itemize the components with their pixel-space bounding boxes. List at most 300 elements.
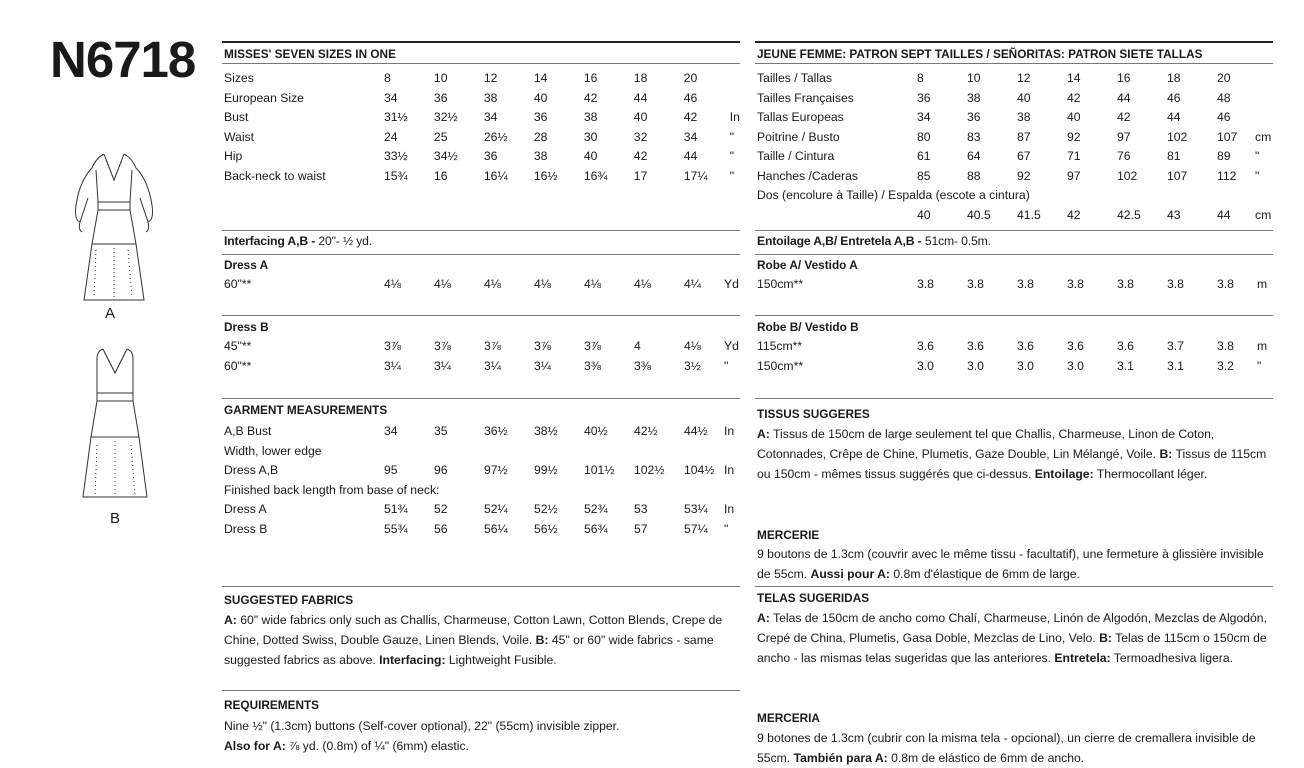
table-cell: 92 bbox=[1017, 168, 1031, 183]
english-dress-b-table bbox=[224, 337, 740, 376]
table-cell: 46 bbox=[683, 90, 698, 105]
table-cell: 3.7 bbox=[1167, 339, 1184, 353]
table-cell: 87 bbox=[1017, 129, 1031, 144]
table-cell: 64 bbox=[967, 149, 981, 163]
table-cell: 3.1 bbox=[1117, 358, 1134, 373]
english-garment-row bbox=[224, 520, 740, 540]
table-cell: 16¾ bbox=[583, 168, 608, 183]
table-cell: 51¾ bbox=[384, 502, 408, 516]
table-cell: 44 bbox=[1117, 90, 1131, 105]
english-interfacing-label: Interfacing A,B - bbox=[224, 234, 316, 248]
table-cell: 31½ bbox=[383, 110, 408, 124]
text-span: 9 boutons de 1.3cm (couvrir avec le même tissu - facultatif), une fermeture à glissière invisible de 55cm. bbox=[757, 547, 1264, 581]
table-cell: 52 bbox=[434, 502, 448, 516]
table-cell: Hip bbox=[224, 149, 243, 163]
table-cell: 3.8 bbox=[1117, 277, 1134, 291]
table-cell: 150cm** bbox=[757, 358, 804, 373]
table-cell bbox=[730, 69, 740, 89]
table-cell: 44 bbox=[1217, 207, 1231, 222]
english-heading: MISSES' SEVEN SIZES IN ONE bbox=[224, 47, 396, 61]
table-cell: 42 bbox=[633, 149, 648, 163]
table-cell: 52¾ bbox=[584, 502, 608, 516]
table-cell: 3⅞ bbox=[484, 339, 501, 353]
table-cell: 42 bbox=[1067, 90, 1081, 105]
table-cell: 14 bbox=[533, 71, 548, 85]
table-cell: Sizes bbox=[224, 71, 254, 85]
bold-label: B: bbox=[1099, 631, 1112, 645]
bold-label: Aussi pour A: bbox=[810, 567, 890, 581]
english-garment-rule bbox=[222, 398, 740, 399]
table-cell: 44 bbox=[633, 90, 648, 105]
table-cell: 32 bbox=[633, 129, 648, 144]
english-fabrics-text bbox=[224, 610, 738, 670]
english-dress-a-label: Dress A bbox=[224, 258, 269, 272]
english-dress-b-row bbox=[224, 337, 740, 357]
table-cell: " bbox=[724, 358, 729, 373]
table-cell: 55¾ bbox=[384, 521, 408, 536]
table-cell: 40 bbox=[633, 110, 648, 124]
table-cell: 42 bbox=[683, 110, 698, 124]
table-cell: 3.8 bbox=[1067, 277, 1084, 291]
table-cell: 89 bbox=[1217, 149, 1231, 163]
bold-label: También para A: bbox=[793, 751, 888, 765]
table-cell: 3.6 bbox=[917, 339, 934, 353]
table-cell: 97 bbox=[1067, 168, 1081, 183]
table-cell: Tailles Françaises bbox=[757, 90, 854, 105]
table-cell: 48 bbox=[1217, 90, 1231, 105]
table-cell: 18 bbox=[633, 71, 648, 85]
table-cell: 12 bbox=[1017, 71, 1031, 85]
text-span: Thermocollant léger. bbox=[1093, 467, 1208, 481]
table-cell: 52½ bbox=[534, 502, 558, 516]
table-cell: 99½ bbox=[534, 463, 558, 477]
view-a-label: A bbox=[104, 305, 115, 322]
table-cell: 3.6 bbox=[1117, 339, 1134, 353]
table-cell bbox=[1255, 89, 1273, 109]
table-cell: cm bbox=[1255, 207, 1272, 222]
table-cell: 34 bbox=[383, 90, 398, 105]
french-size-row bbox=[757, 147, 1273, 167]
english-interfacing-rule bbox=[222, 230, 740, 231]
table-cell: 3⅜ bbox=[634, 358, 651, 373]
table-cell: 44½ bbox=[684, 424, 708, 438]
table-cell: 150cm** bbox=[757, 277, 804, 291]
table-cell: " bbox=[1257, 358, 1262, 373]
table-cell: 53 bbox=[634, 502, 648, 516]
table-cell: Tailles / Tallas bbox=[757, 71, 832, 85]
table-cell: 41.5 bbox=[1017, 207, 1041, 222]
table-cell: 96 bbox=[434, 463, 448, 477]
english-dress-b-rule bbox=[222, 315, 740, 316]
spanish-merceria-heading: MERCERIA bbox=[757, 711, 820, 725]
table-cell: 40 bbox=[1067, 110, 1081, 124]
french-dress-b-row bbox=[757, 337, 1273, 357]
english-garment-row bbox=[224, 422, 740, 442]
text-span: Tissus de 115cm ou 150cm - mêmes tissus suggérés que ci-dessus. bbox=[757, 447, 1267, 481]
table-cell: Yd bbox=[724, 339, 739, 353]
table-cell: 102 bbox=[1167, 129, 1188, 144]
table-cell: 38 bbox=[583, 110, 598, 124]
table-cell: In bbox=[724, 463, 735, 477]
table-cell: m bbox=[1257, 277, 1268, 291]
table-cell: 3½ bbox=[684, 358, 701, 373]
table-cell: 88 bbox=[967, 168, 981, 183]
dress-b-illustration bbox=[75, 345, 155, 505]
table-cell: 3.8 bbox=[1217, 277, 1234, 291]
table-cell: 71 bbox=[1067, 149, 1081, 163]
spanish-merceria-text bbox=[757, 728, 1271, 768]
table-cell: 12 bbox=[483, 71, 498, 85]
table-cell: Taille / Cintura bbox=[757, 149, 835, 163]
text-span: 45" or 60" wide fabrics - same suggested fabrics as above. bbox=[224, 633, 714, 667]
table-cell: 34 bbox=[917, 110, 931, 124]
table-cell: 60"** bbox=[224, 277, 252, 291]
table-cell: 40.5 bbox=[967, 207, 991, 222]
table-cell bbox=[757, 206, 917, 226]
table-cell: 56¼ bbox=[484, 521, 508, 536]
table-cell: 3.8 bbox=[1167, 277, 1184, 291]
table-cell: 24 bbox=[383, 129, 398, 144]
table-cell: In bbox=[729, 110, 740, 124]
table-cell: 36 bbox=[917, 90, 931, 105]
table-cell: 3.0 bbox=[1017, 358, 1034, 373]
english-size-row bbox=[224, 108, 740, 128]
french-dress-b-row bbox=[757, 357, 1273, 377]
table-cell: 104½ bbox=[684, 463, 715, 477]
table-cell: 3.6 bbox=[967, 339, 984, 353]
table-cell: 67 bbox=[1017, 149, 1031, 163]
bold-label: Interfacing: bbox=[379, 653, 446, 667]
english-interfacing bbox=[224, 234, 372, 248]
view-b-label: B bbox=[109, 510, 120, 527]
table-cell: 40 bbox=[917, 207, 931, 222]
table-cell: cm bbox=[1255, 129, 1272, 144]
french-tissus-rule bbox=[755, 398, 1273, 399]
table-cell: 3¼ bbox=[434, 358, 451, 373]
table-cell: 40 bbox=[583, 149, 598, 163]
french-dress-a-rule bbox=[755, 254, 1273, 255]
table-cell: 56¾ bbox=[584, 521, 608, 536]
table-cell: 4⅛ bbox=[534, 277, 551, 291]
table-cell: 60"** bbox=[224, 358, 252, 373]
english-dress-a-rule bbox=[222, 254, 740, 255]
table-cell: 3⅞ bbox=[584, 339, 601, 353]
table-cell: 34½ bbox=[433, 149, 458, 163]
table-cell: Dress A bbox=[224, 502, 267, 516]
french-size-row bbox=[757, 128, 1273, 148]
table-cell: 34 bbox=[483, 110, 498, 124]
table-cell: 3.6 bbox=[1017, 339, 1034, 353]
table-cell: 4⅛ bbox=[584, 277, 601, 291]
spanish-telas-text bbox=[757, 608, 1271, 668]
table-cell: 92 bbox=[1067, 129, 1081, 144]
table-cell: 115cm** bbox=[757, 339, 803, 353]
table-cell: 4⅛ bbox=[434, 277, 451, 291]
table-cell bbox=[730, 89, 740, 109]
table-cell: 85 bbox=[917, 168, 931, 183]
table-cell: 101½ bbox=[584, 463, 615, 477]
table-cell: 38 bbox=[967, 90, 981, 105]
table-cell: 43 bbox=[1167, 207, 1181, 222]
bold-label: A: bbox=[757, 427, 770, 441]
table-cell: 3.8 bbox=[1217, 339, 1234, 353]
table-cell: 3.1 bbox=[1167, 358, 1184, 373]
table-cell: Back-neck to waist bbox=[224, 168, 326, 183]
english-garment-row bbox=[224, 442, 740, 462]
table-cell: 32½ bbox=[433, 110, 458, 124]
table-cell: Hanches /Caderas bbox=[757, 168, 858, 183]
english-fabrics-rule bbox=[222, 586, 740, 587]
table-cell: 52¼ bbox=[484, 502, 508, 516]
french-dress-a-label: Robe A/ Vestido A bbox=[757, 258, 858, 272]
spanish-telas-rule bbox=[755, 586, 1273, 587]
text-span: 0.8m de elástico de 6mm de ancho. bbox=[887, 751, 1085, 765]
text-span: Tissus de 150cm de large seulement tel que Challis, Charmeuse, Linon de Coton, Cotonnades, Crêpe de Chine, Plumetis, Gaze Double, Lin Mélangé, Voile. bbox=[757, 427, 1215, 461]
french-interfacing bbox=[757, 234, 991, 248]
table-cell: 10 bbox=[433, 71, 448, 85]
table-cell: 56½ bbox=[534, 521, 558, 536]
french-back-row bbox=[757, 206, 1273, 226]
table-cell: 20 bbox=[683, 71, 698, 85]
english-garment-row bbox=[224, 481, 740, 501]
table-cell: 42½ bbox=[634, 424, 658, 438]
table-cell: 3.2 bbox=[1217, 358, 1234, 373]
table-cell: 76 bbox=[1117, 149, 1131, 163]
table-cell: 46 bbox=[1217, 110, 1231, 124]
table-cell: " bbox=[729, 149, 735, 163]
french-interfacing-rule bbox=[755, 230, 1273, 231]
table-cell: 4 bbox=[634, 339, 641, 353]
english-req-heading: REQUIREMENTS bbox=[224, 698, 320, 712]
french-dress-b-rule bbox=[755, 315, 1273, 316]
table-cell: 16 bbox=[583, 71, 598, 85]
english-dress-b-label: Dress B bbox=[224, 320, 269, 334]
table-cell: 36 bbox=[433, 90, 448, 105]
table-cell: 34 bbox=[683, 129, 698, 144]
table-cell: 107 bbox=[1217, 129, 1238, 144]
text-span: Termoadhesiva ligera. bbox=[1110, 651, 1234, 665]
table-cell: 15¾ bbox=[383, 168, 408, 183]
table-cell: 3.6 bbox=[1067, 339, 1084, 353]
table-cell: " bbox=[1255, 168, 1260, 183]
table-cell: 16 bbox=[1117, 71, 1131, 85]
table-cell: Bust bbox=[224, 110, 249, 124]
english-fabrics-heading: SUGGESTED FABRICS bbox=[224, 593, 354, 607]
table-cell: 3.8 bbox=[917, 277, 934, 291]
table-cell: 26½ bbox=[483, 129, 508, 144]
table-cell: 3⅞ bbox=[434, 339, 451, 353]
table-cell: 4⅛ bbox=[384, 277, 401, 291]
table-cell: Width, lower edge bbox=[224, 443, 322, 458]
table-cell: m bbox=[1257, 339, 1268, 353]
table-cell: 97 bbox=[1117, 129, 1131, 144]
table-cell: 42.5 bbox=[1117, 207, 1141, 222]
table-cell: 8 bbox=[917, 71, 924, 85]
table-cell: 4⅛ bbox=[684, 339, 701, 353]
table-cell: 17¼ bbox=[683, 168, 708, 183]
english-size-row bbox=[224, 167, 740, 187]
table-cell: Dress B bbox=[224, 521, 268, 536]
table-cell: 34 bbox=[384, 424, 398, 438]
table-cell: 3¼ bbox=[534, 358, 551, 373]
english-req-text bbox=[224, 716, 738, 756]
english-heading-rule bbox=[222, 63, 740, 64]
text-span: Telas de 115cm o 150cm de ancho - las mismas telas sugeridas que las anteriores. bbox=[757, 631, 1267, 665]
table-cell: Dos (encolure à Taille) / Espalda (escote a cintura) bbox=[757, 188, 1030, 202]
english-size-row bbox=[224, 128, 740, 148]
french-heading: JEUNE FEMME: PATRON SEPT TAILLES / SEÑORITAS: PATRON SIETE TALLAS bbox=[757, 47, 1203, 61]
english-dress-a-table bbox=[224, 275, 740, 295]
table-cell: 42 bbox=[1117, 110, 1131, 124]
spanish-telas-heading: TELAS SUGERIDAS bbox=[757, 591, 870, 605]
table-cell: 17 bbox=[633, 168, 648, 183]
table-cell: 107 bbox=[1167, 168, 1188, 183]
table-cell: 44 bbox=[683, 149, 698, 163]
table-cell: 95 bbox=[384, 463, 398, 477]
table-cell: 28 bbox=[533, 129, 548, 144]
table-cell: 36 bbox=[967, 110, 981, 124]
table-cell: 42 bbox=[583, 90, 598, 105]
french-size-row bbox=[757, 89, 1273, 109]
table-cell: 46 bbox=[1167, 90, 1181, 105]
english-size-row bbox=[224, 69, 740, 89]
table-cell: " bbox=[729, 168, 735, 183]
table-cell: 18 bbox=[1167, 71, 1181, 85]
table-cell: 97½ bbox=[484, 463, 508, 477]
table-cell: 20 bbox=[1217, 71, 1231, 85]
table-cell: 3⅞ bbox=[384, 339, 401, 353]
table-cell: European Size bbox=[224, 90, 304, 105]
table-cell: 38 bbox=[1017, 110, 1031, 124]
english-req-rule bbox=[222, 690, 740, 691]
table-cell: 45"** bbox=[224, 339, 252, 353]
english-garment-row bbox=[224, 461, 740, 481]
french-size-row bbox=[757, 108, 1273, 128]
table-cell: 3⅜ bbox=[584, 358, 601, 373]
table-cell: 3.0 bbox=[1067, 358, 1084, 373]
table-cell: 44 bbox=[1167, 110, 1181, 124]
table-cell: 83 bbox=[967, 129, 981, 144]
text-span: Nine ½" (1.3cm) buttons (Self-cover optional), 22" (55cm) invisible zipper. bbox=[224, 719, 620, 733]
french-interfacing-label: Entoilage A,B/ Entretela A,B - bbox=[757, 234, 922, 248]
bold-label: Entretela: bbox=[1054, 651, 1111, 665]
french-heading-rule bbox=[755, 63, 1273, 64]
table-cell: 56 bbox=[434, 521, 448, 536]
table-cell: 4⅛ bbox=[484, 277, 501, 291]
french-dress-a-table bbox=[757, 275, 1273, 295]
table-cell: 102½ bbox=[634, 463, 665, 477]
english-dress-a-row bbox=[224, 275, 740, 295]
table-cell: 36 bbox=[533, 110, 548, 124]
english-dress-b-row bbox=[224, 357, 740, 377]
table-cell: Tallas Europeas bbox=[757, 110, 844, 124]
table-cell: 4⅛ bbox=[634, 277, 651, 291]
english-garment-row bbox=[224, 500, 740, 520]
table-cell bbox=[1255, 108, 1273, 128]
table-cell: 3⅞ bbox=[534, 339, 551, 353]
table-cell: 81 bbox=[1167, 149, 1181, 163]
text-span: Lightweight Fusible. bbox=[445, 653, 557, 667]
french-sizes-table bbox=[757, 69, 1273, 225]
french-tissus-heading: TISSUS SUGGERES bbox=[757, 407, 870, 421]
dress-a-illustration bbox=[66, 150, 162, 310]
french-top-rule bbox=[755, 41, 1273, 43]
french-size-row bbox=[757, 167, 1273, 187]
table-cell: 38½ bbox=[534, 424, 558, 438]
english-size-row bbox=[224, 89, 740, 109]
english-garment-heading: GARMENT MEASUREMENTS bbox=[224, 403, 388, 417]
text-span: 9 botones de 1.3cm (cubrir con la misma tela - opcional), un cierre de cremallera invisible de 55cm. bbox=[757, 731, 1256, 765]
french-size-row bbox=[757, 69, 1273, 89]
table-cell bbox=[1255, 69, 1273, 89]
english-interfacing-value: 20"- ½ yd. bbox=[315, 234, 372, 248]
table-cell: 16½ bbox=[533, 168, 558, 183]
english-sizes-table bbox=[224, 69, 740, 186]
table-cell: Poitrine / Busto bbox=[757, 129, 840, 144]
table-cell: 25 bbox=[433, 129, 448, 144]
french-mercerie-heading: MERCERIE bbox=[757, 528, 820, 542]
table-cell: Waist bbox=[224, 129, 255, 144]
table-cell: " bbox=[729, 129, 735, 144]
bold-label: Entoilage: bbox=[1034, 467, 1094, 481]
text-span: ⅞ yd. (0.8m) of ¼" (6mm) elastic. bbox=[285, 739, 469, 753]
table-cell: 112 bbox=[1217, 168, 1237, 183]
english-size-row bbox=[224, 147, 740, 167]
table-cell: 30 bbox=[583, 129, 598, 144]
french-dress-a-row bbox=[757, 275, 1273, 295]
table-cell: 3¼ bbox=[484, 358, 501, 373]
bold-label: B: bbox=[535, 633, 549, 647]
table-cell: 35 bbox=[434, 424, 448, 438]
table-cell: A,B Bust bbox=[224, 424, 272, 438]
table-cell: 80 bbox=[917, 129, 931, 144]
french-dress-b-table bbox=[757, 337, 1273, 376]
table-cell: 10 bbox=[967, 71, 981, 85]
table-cell: 53¼ bbox=[684, 502, 708, 516]
table-cell: 3.8 bbox=[1017, 277, 1034, 291]
table-cell: 8 bbox=[383, 71, 391, 85]
pattern-number: N6718 bbox=[50, 31, 196, 88]
table-cell: 57¼ bbox=[684, 521, 708, 536]
french-tissus-text bbox=[757, 424, 1271, 484]
table-cell: 40½ bbox=[584, 424, 608, 438]
table-cell: Yd bbox=[724, 277, 739, 291]
table-cell: 14 bbox=[1067, 71, 1081, 85]
table-cell: " bbox=[724, 521, 729, 536]
bold-label: A: bbox=[757, 611, 770, 625]
bold-label: Also for A: bbox=[224, 739, 286, 753]
table-cell: 61 bbox=[917, 149, 931, 163]
table-cell: 16¼ bbox=[483, 168, 508, 183]
table-cell: Finished back length from base of neck: bbox=[224, 482, 440, 497]
table-cell: 3¼ bbox=[384, 358, 401, 373]
table-cell: 3.0 bbox=[967, 358, 984, 373]
table-cell: 40 bbox=[533, 90, 548, 105]
table-cell: " bbox=[1255, 149, 1260, 163]
english-top-rule bbox=[222, 41, 740, 43]
table-cell: 33½ bbox=[383, 149, 408, 163]
table-cell: 16 bbox=[433, 168, 448, 183]
table-cell: 3.0 bbox=[917, 358, 934, 373]
bold-label: B: bbox=[1159, 447, 1173, 461]
table-cell: 36 bbox=[483, 149, 498, 163]
english-garment-table bbox=[224, 422, 740, 539]
table-cell: 42 bbox=[1067, 207, 1081, 222]
french-dress-b-label: Robe B/ Vestido B bbox=[757, 320, 859, 334]
table-cell: 36½ bbox=[484, 424, 508, 438]
text-span: Telas de 150cm de ancho como Chalí, Charmeuse, Linón de Algodón, Mezclas de Algodón, Crepé de China, Plumetis, Gasa Doble, Mezclas de Lino, Velo. bbox=[757, 611, 1267, 645]
text-span: 0.8m d'élastique de 6mm de large. bbox=[889, 567, 1080, 581]
